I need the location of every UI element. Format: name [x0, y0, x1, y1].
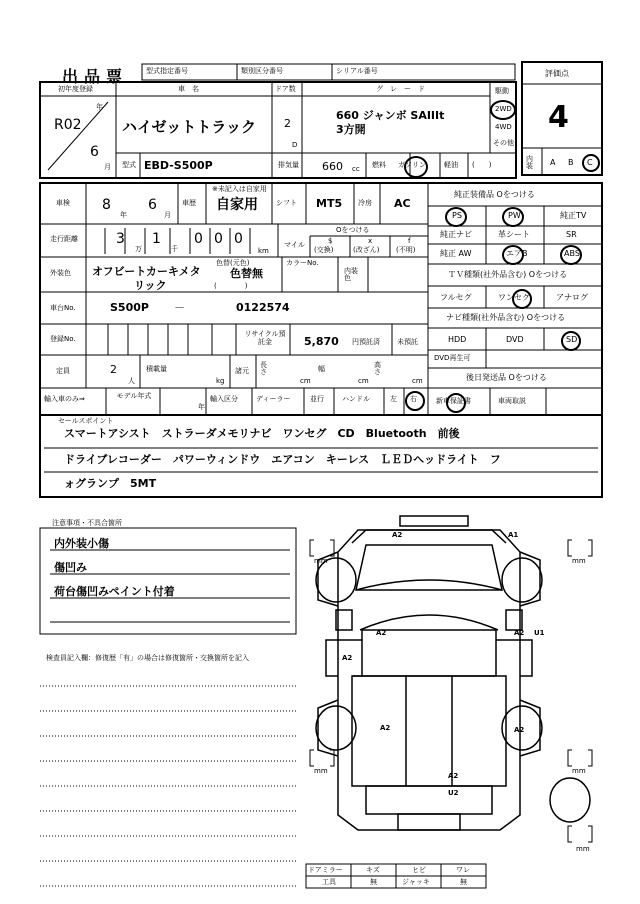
- meter-exchange-mark: $: [328, 237, 333, 245]
- mileage-digit-4: 0: [214, 231, 223, 247]
- history-label: 車歴: [182, 199, 196, 207]
- opt-abs: ABS: [564, 249, 580, 258]
- mileage-digit-3: 0: [194, 231, 203, 247]
- handle-left: 左: [390, 395, 397, 403]
- load-label: 積載量: [146, 365, 167, 373]
- chassis-dash: －: [174, 301, 185, 314]
- meter-tamper: (改ざん): [353, 246, 380, 254]
- manual-circle: [446, 393, 466, 413]
- fuel-paren: ( ): [472, 161, 492, 169]
- model-label: 型式: [122, 161, 136, 169]
- model-year-suffix: 年: [198, 403, 205, 411]
- handle-right: 右: [410, 395, 417, 403]
- tv-oneseg: ワンセグ: [498, 293, 530, 302]
- mm-unit: mm: [314, 557, 328, 565]
- damage-mark: A2: [342, 654, 353, 662]
- doors-label: ドア数: [275, 85, 296, 93]
- grade-line1: 660 ジャンボ SAIIIt: [336, 109, 445, 122]
- length-label: 長さ: [260, 361, 267, 376]
- drive-label: 駆動: [495, 87, 509, 95]
- insp-month: 6: [148, 197, 157, 213]
- color-change-value: 色替無: [230, 267, 263, 280]
- mm-unit: mm: [572, 557, 586, 565]
- mileage-label: 走行距離: [50, 235, 78, 243]
- shift-value: MT5: [316, 197, 343, 210]
- recycle-not: 未預託: [397, 338, 418, 346]
- door-unit: D: [292, 141, 298, 149]
- after-title: 後日発送品 Oをつける: [466, 373, 547, 382]
- car-diagram: [316, 516, 590, 830]
- meter-exchange: (交換): [314, 246, 334, 254]
- mile-label: マイル: [284, 241, 305, 249]
- chassis-label: 車台No.: [50, 304, 76, 312]
- mm-unit: mm: [572, 767, 586, 775]
- interior-color-label: 内装色: [344, 267, 358, 282]
- sales-line-1: スマートアシスト ストラーダメモリナビ ワンセグ CD Bluetooth 前後: [64, 427, 460, 440]
- color-value-2: リック: [134, 279, 167, 292]
- reg-label: 登録No.: [50, 335, 76, 343]
- tv-title: ＴＶ種類(社外品含む) Oをつける: [448, 270, 568, 279]
- interior-c-circle: [582, 154, 600, 172]
- opt-pw: PW: [508, 211, 521, 220]
- model-value: EBD-S500P: [144, 159, 213, 172]
- mileage-man: 万: [135, 245, 142, 253]
- dealer-option: ディーラー: [256, 395, 291, 403]
- width-unit: cm: [358, 377, 369, 385]
- opt-aw: 純正 AW: [440, 249, 472, 258]
- handle-label: ハンドル: [342, 395, 370, 403]
- history-value: 自家用: [216, 197, 258, 213]
- damage-mark: A2: [376, 629, 387, 637]
- interior-a: A: [550, 158, 556, 167]
- recycle-amount: 5,870: [304, 335, 339, 348]
- interior-label: 内装: [526, 155, 533, 170]
- legend-header: ワレ: [456, 866, 470, 874]
- opt-aircon: エアB: [506, 249, 528, 258]
- mileage-digit-1: 3: [116, 231, 125, 247]
- notes-label: 注意事項・不具合箇所: [52, 519, 122, 527]
- color-label: 外装色: [50, 269, 71, 277]
- cert-option: 車両取説: [498, 397, 526, 405]
- color-no-label: カラーNo.: [286, 259, 319, 267]
- navi-hdd: HDD: [448, 335, 467, 344]
- sales-label: セールスポイント: [58, 417, 114, 425]
- grade-line2: 3方開: [336, 123, 366, 136]
- displacement-value: 660: [322, 160, 343, 173]
- height-unit: cm: [412, 377, 423, 385]
- damage-mark: U2: [448, 789, 459, 797]
- model-year-label: モデル年式: [116, 392, 152, 400]
- navi-sd: SD: [566, 335, 578, 344]
- damage-mark: U1: [534, 629, 545, 637]
- recycle-label: リサイクル預託金: [244, 330, 286, 347]
- opt-ps: PS: [452, 211, 462, 220]
- opt-tv: 純正TV: [560, 211, 587, 220]
- meter-tamper-mark: x: [368, 237, 373, 245]
- inspection-label: 車検: [56, 199, 70, 207]
- capacity-value: 2: [110, 363, 117, 376]
- opt-leather: 革シート: [498, 230, 530, 239]
- ac-label: 冷房: [358, 199, 372, 207]
- legend-value: ジャッキ: [402, 878, 430, 886]
- chassis-prefix: S500P: [110, 301, 149, 314]
- handle-right-circle: [405, 391, 425, 411]
- opt-ps-circle: [445, 207, 467, 227]
- opt-abs-circle: [560, 245, 582, 265]
- ac-value: AC: [394, 197, 411, 210]
- note-item-2: 傷凹み: [54, 561, 87, 574]
- form-title: 出品票: [62, 67, 129, 86]
- damage-mark: A2: [380, 724, 391, 732]
- first-reg-label: 初年度登録: [58, 85, 93, 93]
- length-unit: cm: [300, 377, 311, 385]
- interior-c: C: [587, 158, 593, 167]
- navi-title: ナビ種類(社外品含む) Oをつける: [446, 313, 566, 322]
- import-div-label: 輸入区分: [210, 395, 238, 403]
- import-label: 輸入車のみ⇒: [44, 395, 85, 403]
- height-label: 高さ: [374, 361, 381, 376]
- month-unit: 月: [104, 163, 111, 171]
- damage-mark: A2: [514, 629, 525, 637]
- opt-aircon-circle: [502, 245, 524, 265]
- grade-label: グ レ ー ド: [376, 85, 425, 93]
- parallel-option: 並行: [310, 395, 324, 403]
- width-label: 幅: [318, 365, 325, 373]
- car-name: ハイゼットトラック: [122, 118, 256, 136]
- color-paren: ( ): [214, 282, 248, 290]
- mileage-km: km: [258, 247, 269, 255]
- color-value: オフビートカーキメタ: [92, 265, 201, 278]
- dims-label: 諸元: [235, 367, 249, 375]
- eval-score: 4: [548, 100, 569, 135]
- inspector-label: 検査員記入欄：修復歴「有」の場合は修復箇所・交換箇所を記入: [46, 654, 249, 662]
- legend-value: 工具: [322, 878, 336, 886]
- insp-year: 8: [102, 197, 111, 213]
- tv-analog: アナログ: [556, 293, 588, 302]
- year-unit: 年: [96, 103, 103, 111]
- chassis-number: 0122574: [236, 301, 290, 314]
- note-item-3: 荷台傷凹みペイント付着: [54, 585, 175, 598]
- meter-note: Oをつける: [336, 226, 370, 234]
- opt-navi: 純正ナビ: [440, 230, 472, 239]
- eval-label: 評価点: [545, 69, 569, 78]
- sales-line-3: ォグランプ 5MT: [64, 477, 157, 490]
- recycle-unit: 円預託済: [352, 338, 380, 346]
- damage-mark: A2: [448, 772, 459, 780]
- insp-month-unit: 月: [164, 211, 171, 219]
- displacement-label: 排気量: [278, 161, 299, 169]
- sales-line-2: ドライブレコーダー パワーウィンドウ エアコン キーレス ＬＥＤヘッドライト フ: [64, 453, 501, 466]
- fuel-light: 軽油: [444, 161, 458, 169]
- drive-2wd: 2WD: [495, 105, 512, 113]
- interior-b: B: [568, 158, 574, 167]
- mm-unit: mm: [576, 845, 590, 853]
- color-change-label: 色替(元色): [216, 259, 250, 267]
- tv-oneseg-circle: [512, 289, 532, 309]
- drive-2wd-circle: [490, 100, 516, 120]
- tv-fullseg: フルセグ: [440, 293, 472, 302]
- mileage-digit-2: 1: [152, 231, 161, 247]
- first-reg-month: 6: [90, 144, 99, 160]
- serial-label: シリアル番号: [336, 67, 378, 75]
- load-unit: kg: [216, 377, 225, 385]
- navi-dvd: DVD: [506, 335, 524, 344]
- fuel-gas: ガソリン: [398, 161, 426, 169]
- damage-mark: A2: [392, 531, 403, 539]
- fuel-gas-circle: [404, 156, 428, 178]
- mileage-sen: 千: [171, 245, 178, 253]
- opt-pw-circle: [502, 207, 524, 227]
- mileage-digit-5: 0: [234, 231, 243, 247]
- manual-option: 新車保証書: [436, 397, 471, 405]
- history-note: ※未記入は自家用: [212, 185, 267, 193]
- options-title: 純正装備品 Oをつける: [454, 190, 535, 199]
- damage-mark: A2: [514, 726, 525, 734]
- category-label: 類別区分番号: [241, 67, 283, 75]
- legend-header: ドアミラー: [308, 866, 343, 874]
- mm-unit: mm: [314, 767, 328, 775]
- damage-mark: A1: [508, 531, 519, 539]
- capacity-unit: 人: [128, 377, 135, 385]
- capacity-label: 定員: [56, 367, 70, 375]
- drive-other: その他: [493, 139, 514, 147]
- opt-sr: SR: [566, 230, 577, 239]
- dvd-label: DVD再生可: [434, 354, 471, 362]
- meter-unknown-mark: f: [408, 237, 411, 245]
- legend-value: 無: [370, 878, 377, 886]
- legend-value: 無: [460, 878, 467, 886]
- legend-header: キズ: [366, 866, 380, 874]
- insp-year-unit: 年: [120, 211, 127, 219]
- first-reg-era: R02: [54, 117, 82, 133]
- doors-value: 2: [284, 117, 291, 130]
- shift-label: シフト: [276, 199, 297, 207]
- legend-header: ヒビ: [412, 866, 426, 874]
- cc-unit: cc: [352, 165, 360, 173]
- meter-unknown: (不明): [396, 246, 416, 254]
- fuel-label: 燃料: [372, 161, 386, 169]
- car-name-label: 車 名: [178, 85, 199, 93]
- model-cert-label: 型式指定番号: [146, 67, 188, 75]
- drive-4wd: 4WD: [495, 123, 512, 131]
- navi-sd-circle: [561, 331, 581, 351]
- note-item-1: 内外装小傷: [54, 537, 109, 550]
